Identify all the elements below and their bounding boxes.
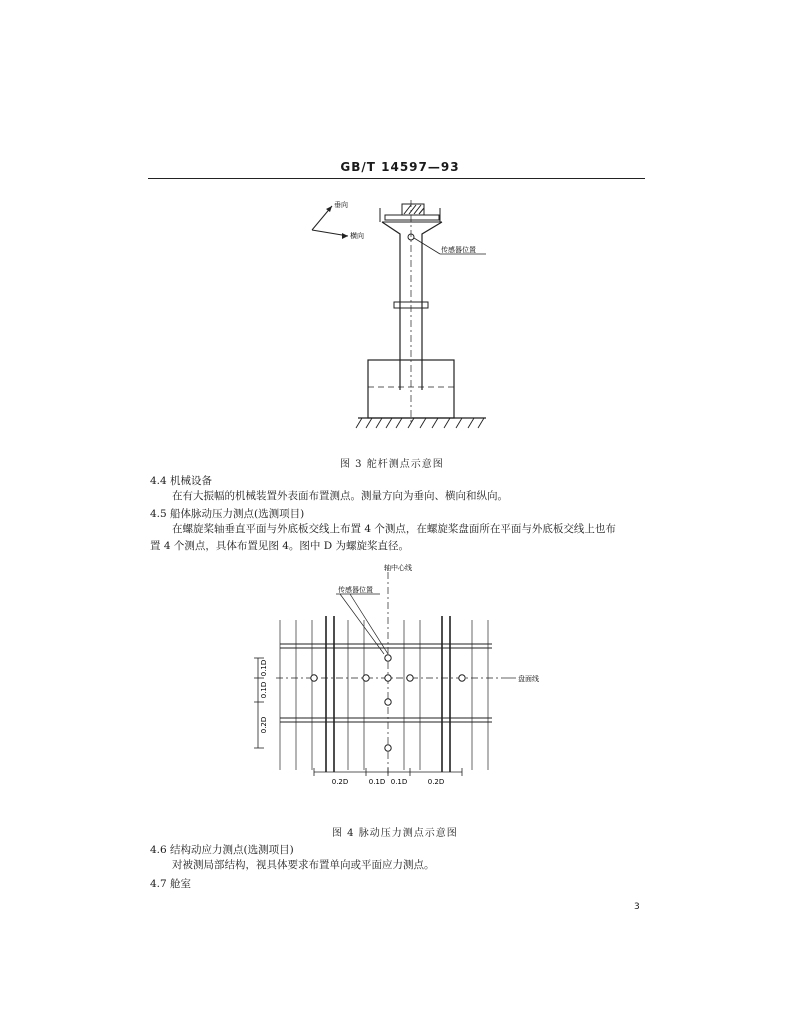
figure-3-rudder-stock-diagram (290, 190, 510, 440)
page-header: GB/T 14597—93 (340, 160, 460, 174)
section-4-7-heading: 4.7 舱室 (150, 878, 192, 890)
section-4-5-line2: 置 4 个测点，具体布置见图 4。图中 D 为螺旋桨直径。 (150, 540, 409, 552)
label-transverse: 横向 (350, 232, 364, 240)
header-rule (148, 178, 645, 179)
dim-horizontal-1: 0.2D (331, 778, 349, 786)
section-4-6-text: 对被测局部结构，视具体要求布置单向或平面应力测点。 (172, 859, 435, 871)
section-4-5-heading: 4.5 船体脉动压力测点(选测项目) (150, 508, 305, 520)
label-axis-center: 轴中心线 (384, 564, 412, 572)
label-disc-line: 盘面线 (518, 675, 539, 683)
label-sensor-position: 传感器位置 (441, 246, 476, 254)
dim-horizontal-3: 0.1D (390, 778, 408, 786)
label-vertical: 垂向 (334, 201, 348, 209)
dim-vertical-1: 0.1D (260, 659, 268, 677)
section-4-4-heading: 4.4 机械设备 (150, 475, 213, 487)
section-4-5-line1: 在螺旋桨轴垂直平面与外底板交线上布置 4 个测点，在螺旋桨盘面所在平面与外底板交线上也布 (172, 523, 616, 535)
section-4-4-text: 在有大振幅的机械装置外表面布置测点。测量方向为垂向、横向和纵向。 (172, 490, 508, 502)
dim-vertical-2: 0.1D (260, 681, 268, 699)
figure-4-pressure-diagram (240, 560, 580, 800)
dim-vertical-3: 0.2D (260, 716, 268, 734)
figure-4-caption: 图 4 脉动压力测点示意图 (332, 828, 458, 839)
dim-horizontal-2: 0.1D (368, 778, 386, 786)
page-number: 3 (634, 902, 640, 912)
label-sensor-position-fig4: 传感器位置 (338, 586, 373, 594)
dim-horizontal-4: 0.2D (427, 778, 445, 786)
figure-3-caption: 图 3 舵杆测点示意图 (340, 459, 444, 470)
section-4-6-heading: 4.6 结构动应力测点(选测项目) (150, 844, 294, 856)
